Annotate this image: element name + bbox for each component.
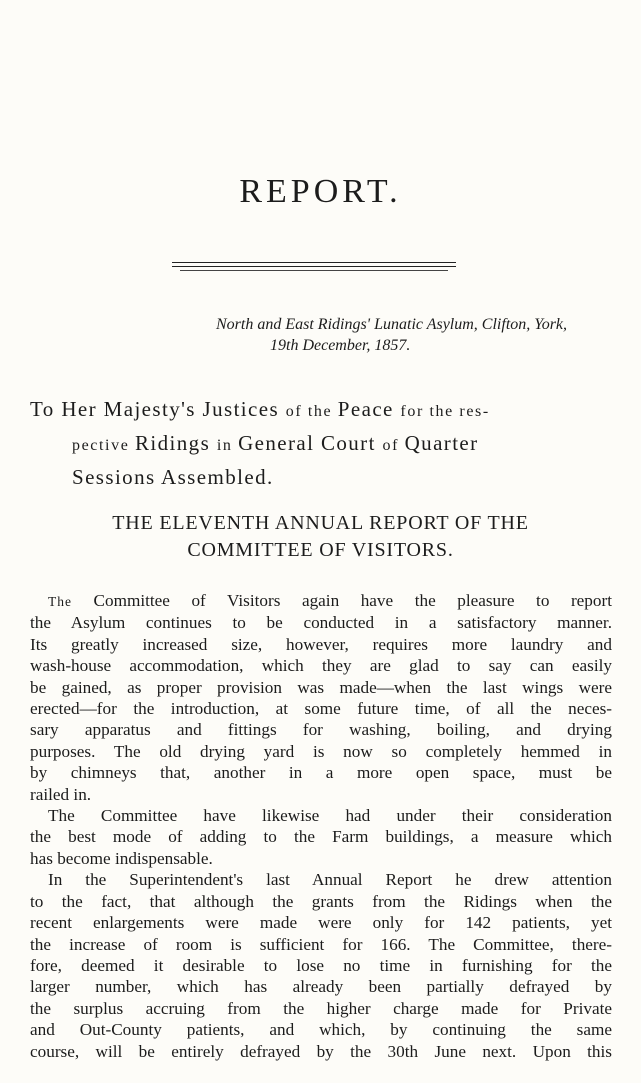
section-heading-line-1: THE ELEVENTH ANNUAL REPORT OF THE <box>112 512 529 534</box>
dateline-place: North and East Ridings' Lunatic Asylum, Clifton, York, <box>216 316 568 333</box>
text-line: erected—for the introduction, at some future time, of all the neces- <box>30 699 612 719</box>
report-title: REPORT. <box>239 173 402 210</box>
text-line <box>48 590 612 612</box>
text-line: the best mode of adding to the Farm buildings, a measure which <box>30 827 612 847</box>
text-line: by chimneys that, another in a more open space, must be <box>30 763 612 783</box>
title-rule-middle <box>172 266 456 267</box>
text-line: purposes. The old drying yard is now so completely hemmed in <box>30 741 612 761</box>
text-line: course, will be entirely defrayed by the 30th June next. Upon this <box>30 1041 612 1061</box>
section-heading-line-2: COMMITTEE OF VISITORS. <box>187 539 454 561</box>
address-word: Peace <box>337 397 401 421</box>
paragraph-lead-word: The <box>48 594 72 609</box>
address-line-3 <box>72 457 274 497</box>
text-line: the surplus accruing from the higher charge made for Private <box>30 998 612 1018</box>
text-line: Its greatly increased size, however, requires more laundry and <box>30 634 612 654</box>
dateline-date: 19th December, 1857. <box>270 337 411 354</box>
address-word: Assembled. <box>161 465 274 489</box>
paragraph-1 <box>30 590 612 805</box>
text-line: fore, deemed it desirable to lose no time in furnishing for the <box>30 955 612 975</box>
text-line: has become indispensable. <box>30 848 213 868</box>
title-rule-bottom <box>180 270 448 271</box>
text-line: to the fact, that although the grants from the Ridings when the <box>30 891 612 911</box>
address-word: pective <box>72 437 135 454</box>
text-line: the Asylum continues to be conducted in a satisfactory manner. <box>30 613 612 633</box>
text-line: In the Superintendent's last Annual Report he drew attention <box>48 870 612 890</box>
text-line: railed in. <box>30 784 92 804</box>
text-line: and Out-County patients, and which, by continuing the same <box>30 1020 612 1040</box>
address-word: for the res- <box>400 403 490 420</box>
address-word: General <box>238 431 321 455</box>
address-word: Sessions <box>72 465 162 489</box>
address-word: of <box>382 437 405 454</box>
text-line: The Committee have likewise had under their consideration <box>48 806 612 826</box>
address-word: Quarter <box>404 431 479 455</box>
report-body <box>30 590 612 1062</box>
address-word: Court <box>320 431 383 455</box>
paragraph-2 <box>30 805 612 869</box>
address-word: Her <box>61 397 104 421</box>
text-line: the increase of room is sufficient for 166. The Committee, there- <box>30 934 612 954</box>
text-line: be gained, as proper provision was made—when the last wings were <box>30 677 612 697</box>
text-line: wash-house accommodation, which they are glad to say can easily <box>30 656 612 676</box>
address-word: of the <box>285 403 338 420</box>
text-line: sary apparatus and fittings for washing, boiling, and drying <box>30 720 612 740</box>
paragraph-3 <box>30 869 612 1062</box>
text-line-content: Committee of Visitors again have the pleasure to report <box>72 591 612 610</box>
title-rule-top <box>172 262 456 263</box>
address-word: Ridings <box>135 431 217 455</box>
address-word: Justices <box>202 397 286 421</box>
text-line: larger number, which has already been partially defrayed by <box>30 977 612 997</box>
address-word: To <box>30 397 62 421</box>
address-word: Majesty's <box>103 397 203 421</box>
address-word: in <box>216 437 239 454</box>
text-line: recent enlargements were made were only for 142 patients, yet <box>30 913 612 933</box>
